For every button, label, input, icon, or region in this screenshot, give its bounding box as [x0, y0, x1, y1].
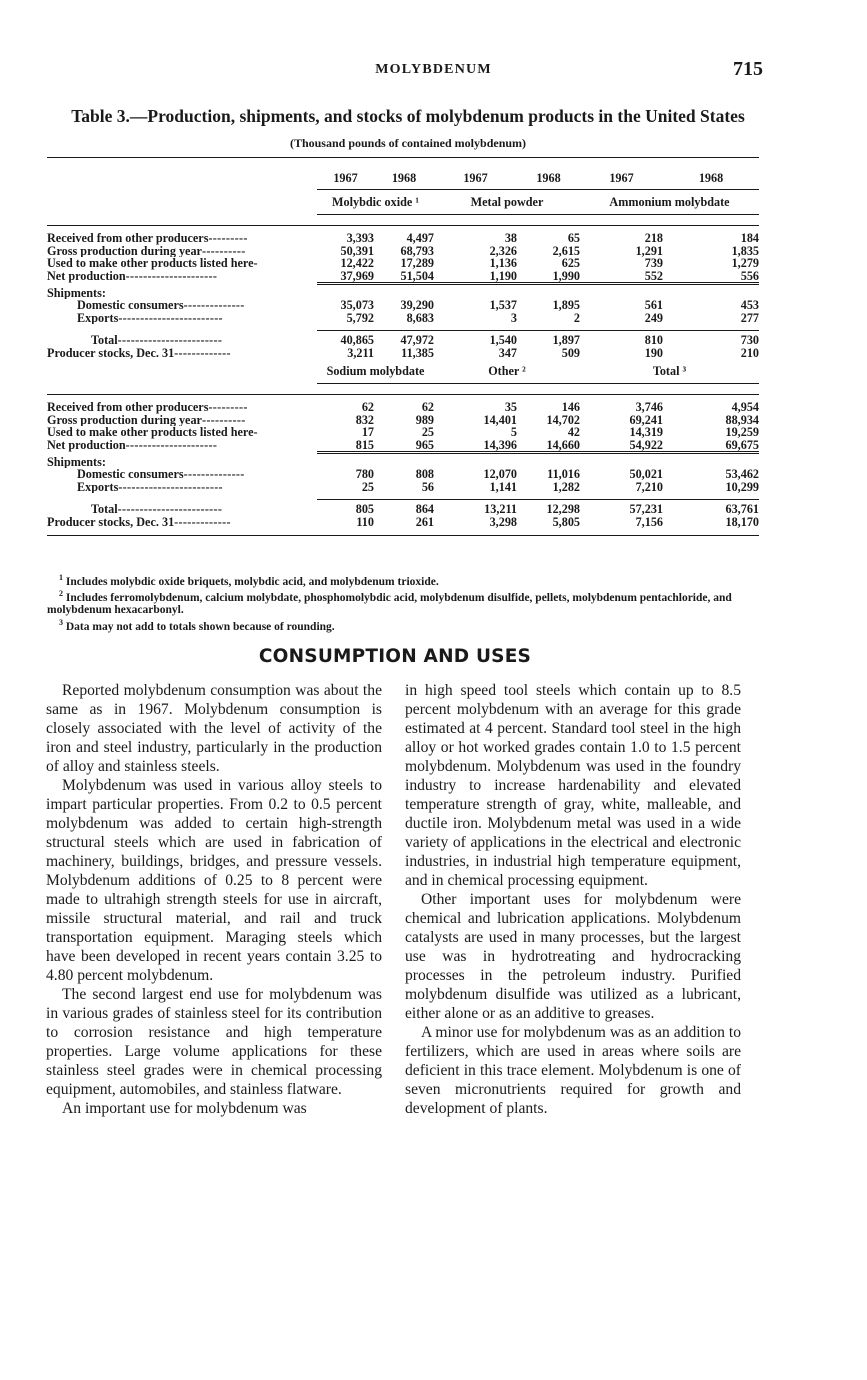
value-cell: 11,385 — [401, 346, 434, 359]
row-label-text: Net production — [47, 438, 126, 453]
value-cell: 8,683 — [406, 311, 434, 324]
blank-cell — [517, 284, 580, 300]
value-cell: 110 — [356, 515, 374, 528]
value-cell: 38 — [504, 232, 517, 245]
value-cell: 1,895 — [552, 299, 580, 312]
row-label-text: Net production — [47, 269, 126, 284]
value-cell: 62 — [361, 401, 374, 414]
value-cell: 2,615 — [552, 244, 580, 257]
row-label-text: Gross production during year — [47, 413, 202, 426]
leader-dots: -------------- — [183, 468, 245, 481]
value-cell: 3,393 — [346, 232, 374, 245]
molybdenum-table — [47, 157, 759, 536]
leader-dots: - — [253, 257, 258, 270]
table-row — [47, 312, 759, 325]
row-label-text: Domestic consumers — [77, 468, 184, 481]
blank-cell — [47, 190, 317, 215]
leader-dots: ---------- — [201, 413, 246, 426]
year-header: 1968 — [374, 167, 434, 190]
table-row — [47, 331, 759, 347]
value-cell: 25 — [361, 480, 374, 493]
value-cell: 864 — [374, 500, 434, 516]
value-cell: 51,504 — [400, 269, 434, 283]
value-cell: 65 — [567, 232, 580, 245]
value-cell: 625 — [561, 257, 580, 270]
table-subtitle: (Thousand pounds of contained molybdenum) — [289, 136, 527, 150]
paragraph: The second largest end use for molybdenum was in various grades of stainless steel for its contribution to corrosion resistance and high temperature properties. Large volume applications for these stainless steel grades were in chemical processing equipment, automobiles, and stainless flatware. — [46, 986, 382, 1098]
value-cell: 146 — [561, 401, 580, 414]
value-cell: 4,954 — [731, 401, 759, 414]
value-cell: 69,241 — [629, 413, 663, 426]
row-label — [47, 500, 317, 516]
blank-cell — [374, 453, 434, 469]
value-cell: 63,761 — [663, 500, 759, 516]
blank-cell — [517, 453, 580, 469]
row-label — [47, 347, 317, 360]
value-cell: 730 — [663, 331, 759, 347]
leader-dots: ---------- — [201, 244, 246, 257]
row-label — [47, 232, 317, 245]
leader-dots: ------------------------ — [117, 332, 223, 347]
value-cell: 1,540 — [434, 331, 517, 347]
value-cell: 561 — [644, 299, 663, 312]
table-row — [47, 439, 759, 453]
value-cell: 12,298 — [517, 500, 580, 516]
value-cell: 14,660 — [546, 438, 580, 452]
running-head — [0, 60, 867, 82]
value-cell: 39,290 — [400, 299, 434, 312]
row-label-text: Gross production during year — [47, 244, 202, 257]
blank-cell — [580, 284, 663, 300]
group-label: Molybdic oxide ¹ — [317, 190, 434, 215]
row-label — [47, 439, 317, 453]
table-row — [47, 468, 759, 481]
blank-cell — [434, 284, 517, 300]
row-label — [47, 468, 317, 481]
value-cell: 17,289 — [400, 257, 434, 270]
row-label-text: Producer stocks, Dec. 31 — [47, 346, 175, 359]
blank-cell — [580, 453, 663, 469]
row-label — [47, 401, 317, 414]
paragraph: Molybdenum was used in various alloy steels to impart particular properties. From 0.2 to 0.5 percent molybdenum was added to certain high-strength structural steels which are used in fabrication of machinery, buildings, bridges, and pressure vessels. Molybdenum additions of 0.25 to 8 percent were made to ultrahigh strength steels for use in aircraft, missile structural material, and rail and truck transportation equipment. Maraging steels which have been developed in recent years contain 3.25 to 4.80 percent molybdenum. — [46, 777, 382, 984]
value-cell: 18,170 — [725, 515, 759, 528]
table-title: Table 3.—Production, shipments, and stocks of molybdenum products in the United States — [71, 106, 745, 126]
value-cell: 210 — [740, 346, 759, 359]
value-cell: 54,922 — [629, 438, 663, 452]
value-cell: 1,835 — [731, 244, 759, 257]
value-cell: 218 — [644, 232, 663, 245]
value-cell: 7,210 — [635, 480, 663, 493]
row-label-text: Exports — [77, 480, 119, 493]
group-header-row — [47, 190, 759, 215]
value-cell: 2 — [573, 311, 580, 324]
value-cell: 57,231 — [580, 500, 663, 516]
leader-dots: --------- — [208, 401, 248, 414]
year-header: 1967 — [580, 167, 663, 190]
value-cell: 3,211 — [347, 346, 374, 359]
row-label — [47, 257, 317, 270]
table-row — [47, 347, 759, 360]
blank-cell — [374, 284, 434, 300]
row-label-text: Total — [91, 332, 118, 347]
footnote-2: $^2$ Includes ferromolybdenum, calcium molybdate, phosphomolybdic acid, molybdenum disulfide, pellets, molybdenum pentachloride, and molybdenum hexacarbonyl. — [47, 589, 732, 617]
value-cell: 5,792 — [346, 311, 374, 324]
value-cell: 2,326 — [489, 244, 517, 257]
value-cell: 965 — [415, 438, 434, 452]
value-cell: 1,136 — [489, 257, 517, 270]
row-label — [47, 481, 317, 494]
table-footnotes — [47, 572, 759, 633]
value-cell: 10,299 — [725, 480, 759, 493]
row-label — [47, 299, 317, 312]
paragraph-continuation: in high speed tool steels which contain up to 8.5 percent molybdenum with an average for this grade estimated at 4 percent. Standard tool steel in the high alloy or hot worked grades contain 1.0 to 1.5 percent molybdenum. Molybdenum was used in the foundry industry to increase hardenability and elevated temperature strength of gray, white, malleable, and ductile iron. Molybdenum metal was used in a wide variety of applications in the electrical and electronic industries, in industrial high temperature equipment, and in chemical processing equipment. — [405, 682, 741, 889]
blank-cell — [434, 453, 517, 469]
row-label-text: Received from other producers — [47, 232, 209, 245]
row-label — [47, 312, 317, 325]
value-cell: 42 — [567, 426, 580, 439]
group-label: Total ³ — [580, 359, 759, 384]
row-label-text: Total — [91, 501, 118, 516]
year-header: 1968 — [663, 167, 759, 190]
leader-dots: ------------------------ — [118, 480, 223, 493]
value-cell: 25 — [421, 426, 434, 439]
value-cell: 1,897 — [517, 331, 580, 347]
value-cell: 815 — [355, 438, 374, 452]
value-cell: 1,141 — [489, 480, 517, 493]
value-cell: 4,497 — [406, 232, 434, 245]
value-cell: 552 — [644, 269, 663, 283]
section-heading: CONSUMPTION AND USES — [258, 646, 532, 667]
page-number: 715 — [733, 58, 763, 80]
value-cell: 40,865 — [317, 331, 374, 347]
value-cell: 810 — [580, 331, 663, 347]
leader-dots: ------------------------ — [118, 311, 223, 324]
value-cell: 47,972 — [374, 331, 434, 347]
value-cell: 190 — [644, 346, 663, 359]
row-label — [47, 245, 317, 258]
value-cell: 62 — [421, 401, 434, 414]
leader-dots: --------- — [208, 232, 248, 245]
year-header: 1967 — [434, 167, 517, 190]
value-cell: 277 — [740, 311, 759, 324]
running-title: MOLYBDENUM — [375, 62, 492, 77]
blank-cell — [47, 359, 317, 384]
value-cell: 1,537 — [489, 299, 517, 312]
value-cell: 3,746 — [635, 401, 663, 414]
table-row — [47, 500, 759, 516]
value-cell: 53,462 — [725, 468, 759, 481]
value-cell: 249 — [644, 311, 663, 324]
year-header: 1967 — [317, 167, 374, 190]
table-row — [47, 414, 759, 427]
row-label — [47, 516, 317, 529]
value-cell: 1,279 — [731, 257, 759, 270]
blank-cell — [663, 453, 759, 469]
value-cell: 14,401 — [483, 413, 517, 426]
row-label — [47, 270, 317, 284]
group-label: Metal powder — [434, 190, 580, 215]
group-label: Ammonium molybdate — [580, 190, 759, 215]
footnote-3: $^3$ Data may not add to totals shown because of rounding. — [59, 617, 335, 633]
value-cell: 5,805 — [552, 515, 580, 528]
value-cell: 19,259 — [725, 426, 759, 439]
shipments-heading: Shipments: — [47, 454, 106, 468]
row-label-text: Received from other producers — [47, 401, 209, 414]
value-cell: 1,282 — [552, 480, 580, 493]
group-label: Sodium molybdate — [317, 359, 434, 384]
value-cell: 261 — [415, 515, 434, 528]
value-cell: 509 — [561, 346, 580, 359]
group-header-row — [47, 359, 759, 384]
value-cell: 3 — [510, 311, 517, 324]
row-label-text: Domestic consumers — [77, 299, 184, 312]
table-row — [47, 245, 759, 258]
value-cell: 832 — [355, 413, 374, 426]
text-column-right — [405, 681, 741, 1118]
table-row — [47, 426, 759, 439]
leader-dots: ------------- — [174, 515, 231, 528]
value-cell: 14,702 — [546, 413, 580, 426]
value-cell: 35 — [504, 401, 517, 414]
blank-cell — [47, 167, 317, 190]
table-row — [47, 481, 759, 494]
shipments-heading: Shipments: — [47, 285, 106, 299]
value-cell: 556 — [740, 269, 759, 283]
value-cell: 11,016 — [547, 468, 580, 481]
blank-cell — [317, 284, 374, 300]
value-cell: 739 — [644, 257, 663, 270]
paragraph: A minor use for molybdenum was as an addition to fertilizers, which are used in areas where soils are deficient in this trace element. Molybdenum is one of seven micronutrients required for growth and development of plants. — [405, 1024, 741, 1117]
value-cell: 1,990 — [552, 269, 580, 283]
table-row — [47, 516, 759, 529]
table-row — [47, 401, 759, 414]
group-label: Other ² — [434, 359, 580, 384]
leader-dots: ------------------------ — [117, 501, 223, 516]
value-cell: 453 — [740, 299, 759, 312]
value-cell: 12,422 — [340, 257, 374, 270]
leader-dots: - — [253, 426, 258, 439]
value-cell: 808 — [415, 468, 434, 481]
value-cell: 69,675 — [725, 438, 759, 452]
value-cell: 12,070 — [483, 468, 517, 481]
value-cell: 1,291 — [635, 244, 663, 257]
value-cell: 1,190 — [489, 269, 517, 283]
value-cell: 13,211 — [434, 500, 517, 516]
row-label-text: Used to make other products listed here — [47, 426, 254, 439]
row-label-text: Producer stocks, Dec. 31 — [47, 515, 175, 528]
paragraph: Other important uses for molybdenum were chemical and lubrication applications. Molybdenum catalysts are used in many processes, but the largest use was in hydrotreating and hydrocracking processes in the petroleum industry. Purified molybdenum disulfide was utilized as a lubricant, either alone or as an additive to greases. — [405, 891, 741, 1022]
value-cell: 347 — [498, 346, 517, 359]
value-cell: 37,969 — [340, 269, 374, 283]
value-cell: 805 — [317, 500, 374, 516]
blank-cell — [317, 453, 374, 469]
year-header-row — [47, 167, 759, 190]
value-cell: 88,934 — [725, 413, 759, 426]
value-cell: 3,298 — [489, 515, 517, 528]
leader-dots: ------------- — [174, 346, 231, 359]
value-cell: 184 — [740, 232, 759, 245]
value-cell: 56 — [421, 480, 434, 493]
row-label — [47, 331, 317, 347]
table-row — [47, 299, 759, 312]
row-label — [47, 426, 317, 439]
value-cell: 68,793 — [400, 244, 434, 257]
value-cell: 14,319 — [629, 426, 663, 439]
value-cell: 50,021 — [629, 468, 663, 481]
table-row — [47, 232, 759, 245]
value-cell: 17 — [361, 426, 374, 439]
value-cell: 35,073 — [340, 299, 374, 312]
year-header: 1968 — [517, 167, 580, 190]
leader-dots: -------------- — [183, 299, 245, 312]
footnote-1: $^1$ Includes molybdic oxide briquets, molybdic acid, and molybdenum trioxide. — [59, 573, 439, 588]
value-cell: 5 — [510, 426, 517, 439]
table-row — [47, 257, 759, 270]
leader-dots: --------------------- — [125, 438, 218, 453]
value-cell: 780 — [355, 468, 374, 481]
row-label — [47, 414, 317, 427]
row-label-text: Used to make other products listed here — [47, 257, 254, 270]
value-cell: 50,391 — [340, 244, 374, 257]
text-column-left — [46, 681, 382, 1118]
paragraph: An important use for molybdenum was — [62, 1100, 307, 1117]
table-row — [47, 270, 759, 284]
value-cell: 14,396 — [483, 438, 517, 452]
row-label-text: Exports — [77, 311, 119, 324]
blank-cell — [663, 284, 759, 300]
value-cell: 7,156 — [635, 515, 663, 528]
leader-dots: --------------------- — [125, 269, 218, 284]
paragraph: Reported molybdenum consumption was about the same as in 1967. Molybdenum consumption is closely associated with the level of activity of the iron and steel industry, particularly in the production of alloy and stainless steels. — [46, 682, 382, 775]
value-cell: 989 — [415, 413, 434, 426]
